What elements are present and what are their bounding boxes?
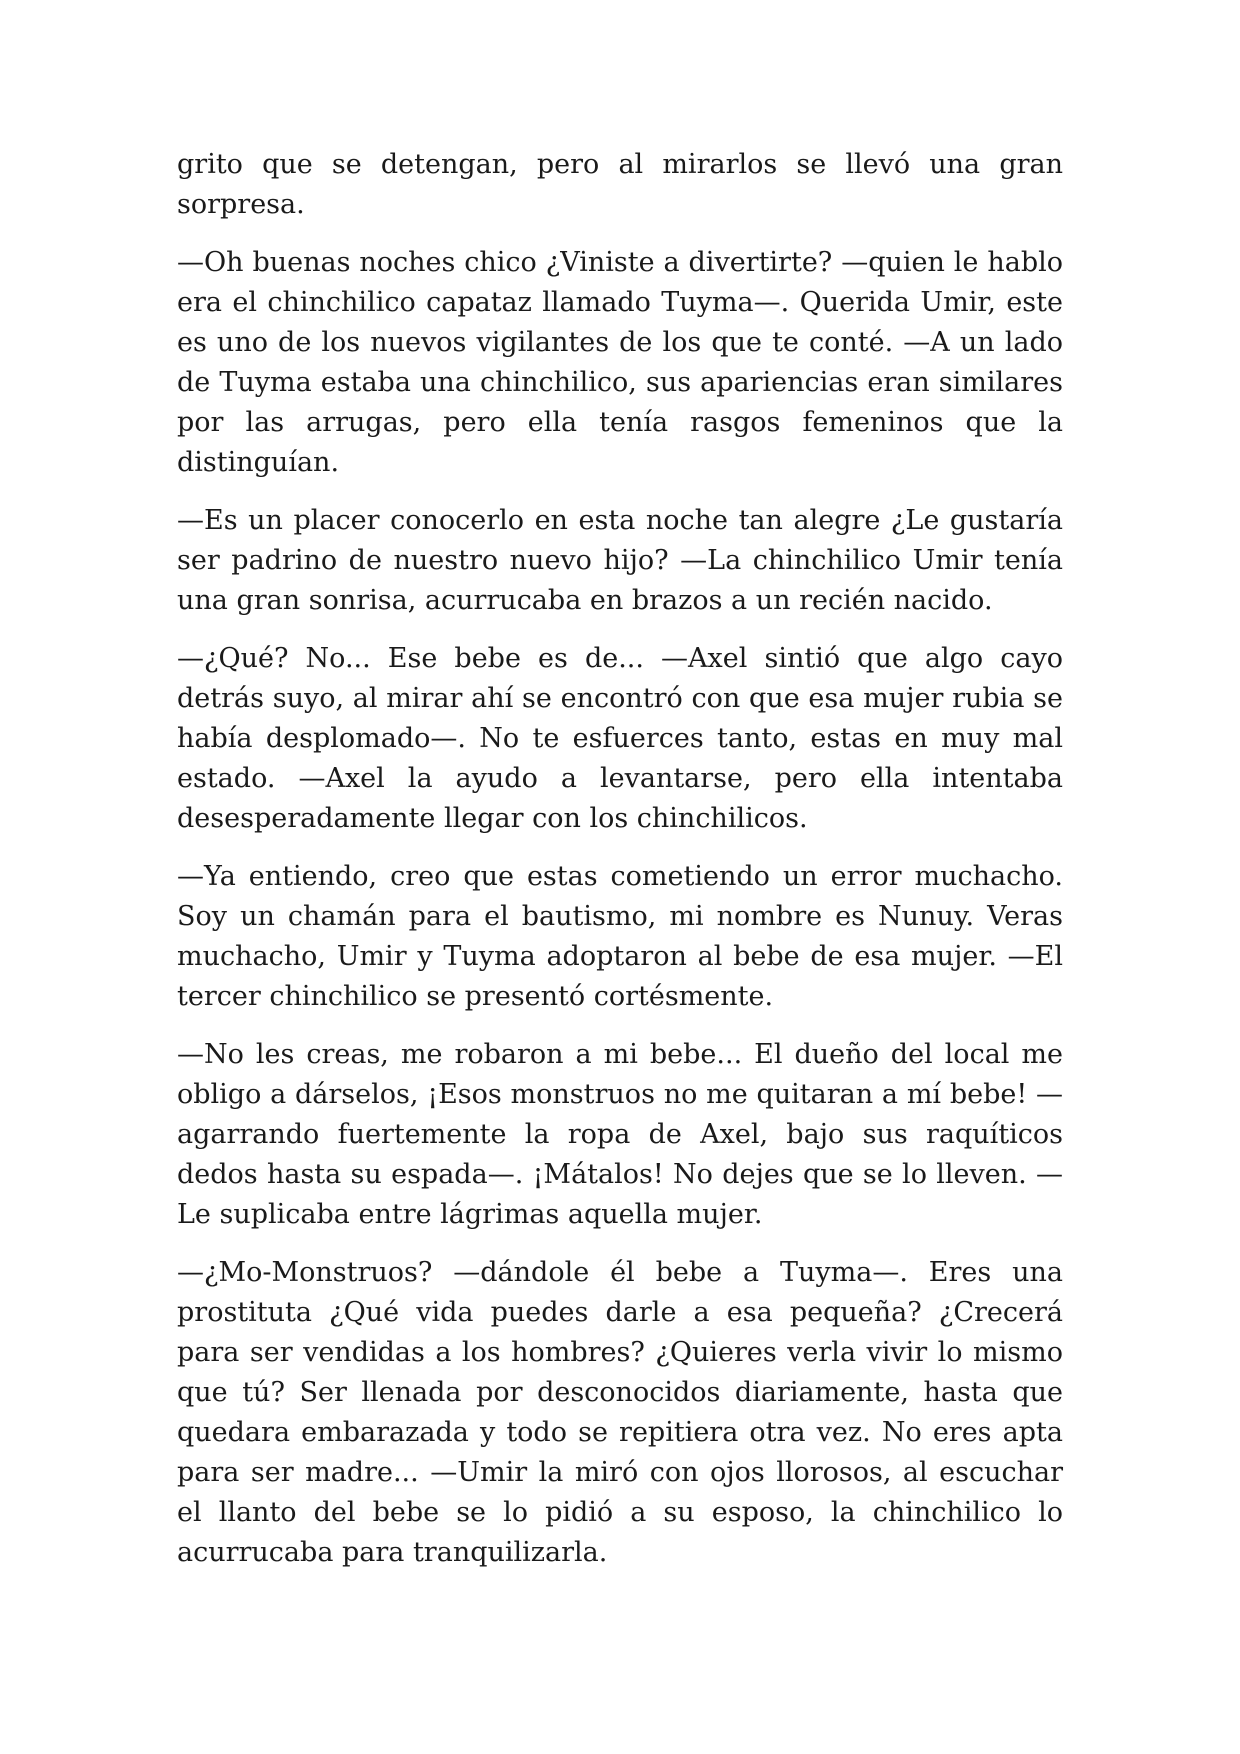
paragraph: grito que se detengan, pero al mirarlos se llevó una gran sorpresa. — [177, 149, 1063, 220]
text-body — [177, 145, 1063, 1591]
paragraph: —¿Mo-Monstruos? —dándole él bebe a Tuyma—. Eres una prostituta ¿Qué vida puedes darle a esa pequeña? ¿Crecerá para ser vendidas a los hombres? ¿Quieres verla vivir lo mismo que tú? Ser llenada por desconocidos diariamente, hasta que quedara embarazada y todo se repitiera otra vez. No eres apta para ser madre... —Umir la miró con ojos llorosos, al escuchar el llanto del bebe se lo pidió a su esposo, la chinchilico lo acurrucaba para tranquilizarla. — [177, 1257, 1063, 1568]
paragraph: —Es un placer conocerlo en esta noche tan alegre ¿Le gustaría ser padrino de nuestro nuevo hijo? —La chinchilico Umir tenía una gran sonrisa, acurrucaba en brazos a un recién nacido. — [177, 505, 1063, 616]
paragraph: —Oh buenas noches chico ¿Viniste a divertirte? —quien le hablo era el chinchilico capataz llamado Tuyma—. Querida Umir, este es uno de los nuevos vigilantes de los que te conté. —A un lado de Tuyma estaba una chinchilico, sus apariencias eran similares por las arrugas, pero ella tenía rasgos femeninos que la distinguían. — [177, 247, 1063, 478]
paragraph: —¿Qué? No... Ese bebe es de... —Axel sintió que algo cayo detrás suyo, al mirar ahí se encontró con que esa mujer rubia se había desplomado—. No te esfuerces tanto, estas en muy mal estado. —Axel la ayudo a levantarse, pero ella intentaba desesperadamente llegar con los chinchilicos. — [177, 643, 1063, 834]
paragraph: —No les creas, me robaron a mi bebe... El dueño del local me obligo a dárselos, ¡Esos monstruos no me quitaran a mí bebe! —agarrando fuertemente la ropa de Axel, bajo sus raquíticos dedos hasta su espada—. ¡Mátalos! No dejes que se lo lleven. —Le suplicaba entre lágrimas aquella mujer. — [177, 1039, 1063, 1230]
paragraph: —Ya entiendo, creo que estas cometiendo un error muchacho. Soy un chamán para el bautismo, mi nombre es Nunuy. Veras muchacho, Umir y Tuyma adoptaron al bebe de esa mujer. —El tercer chinchilico se presentó cortésmente. — [177, 861, 1063, 1012]
